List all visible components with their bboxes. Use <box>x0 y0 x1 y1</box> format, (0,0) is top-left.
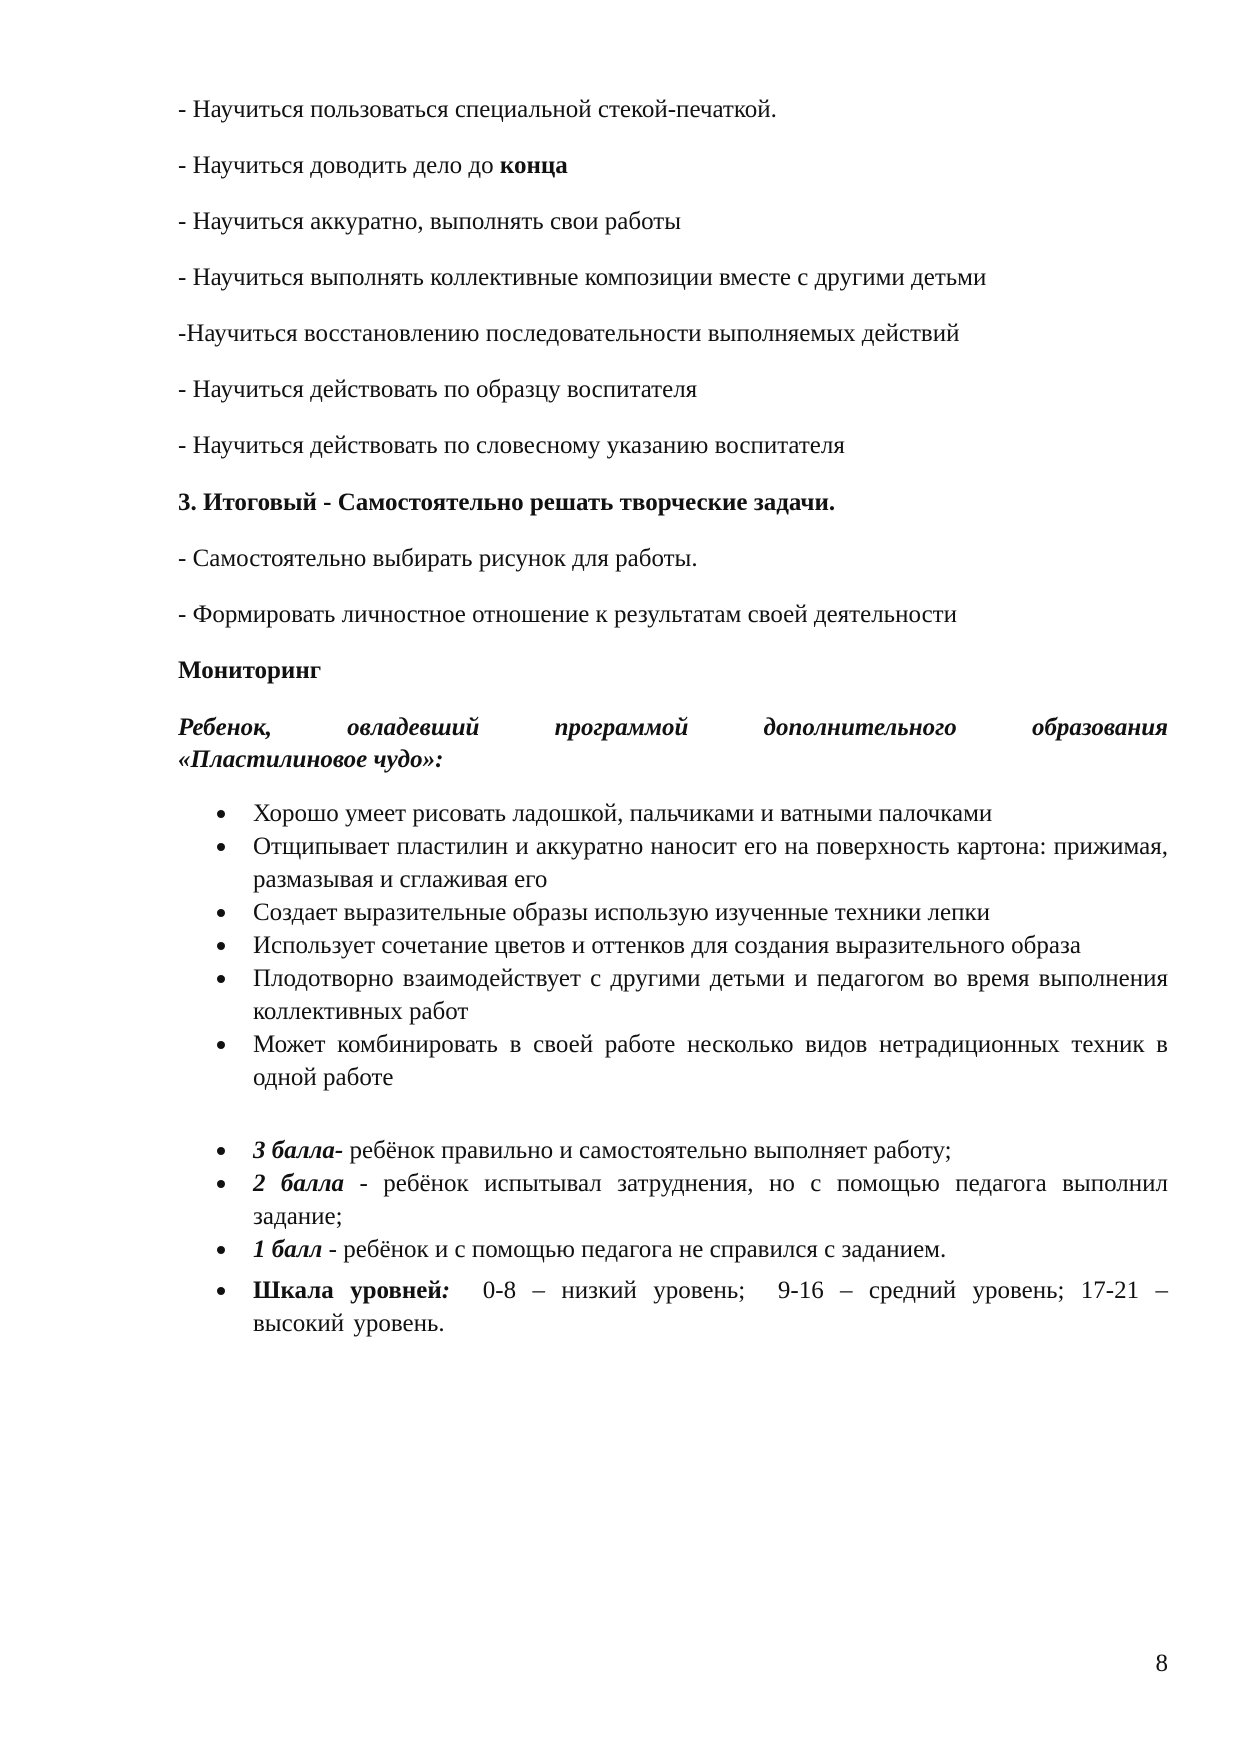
bullet-icon <box>217 942 225 950</box>
task-item: - Научиться аккуратно, выполнять свои работы <box>178 208 682 235</box>
list-item: Хорошо умеет рисовать ладошкой, пальчиками и ватными палочками <box>215 797 1168 830</box>
scores-list <box>215 1134 1168 1266</box>
list-item: 3 балла- ребёнок правильно и самостоятельно выполняет работу; <box>215 1134 1168 1167</box>
bullet-icon <box>217 909 225 917</box>
monitoring-heading: Мониторинг <box>178 657 322 684</box>
list-item: Использует сочетание цветов и оттенков для создания выразительного образа <box>215 929 1168 962</box>
task-item: - Научиться доводить дело до конца <box>178 152 568 179</box>
task-item: - Научиться выполнять коллективные композиции вместе с другими детьми <box>178 264 987 291</box>
list-item: Плодотворно взаимодействует с другими детьми и педагогом во время выполнения коллективных работ <box>215 962 1168 1028</box>
task-item: - Научиться действовать по образцу воспитателя <box>178 376 698 403</box>
intro-line: Ребенок, овладевший программой дополнительного образования <box>178 714 1168 741</box>
bullet-icon <box>217 1041 225 1049</box>
list-item: 2 балла - ребёнок испытывал затруднения, но с помощью педагога выполнил задание; <box>215 1167 1168 1233</box>
bullet-icon <box>217 810 225 818</box>
list-item: Создает выразительные образы использую изученные техники лепки <box>215 896 1168 929</box>
task-item: - Научиться действовать по словесному указанию воспитателя <box>178 432 845 459</box>
list-item: Шкала уровней: 0-8 – низкий уровень; 9-16 – средний уровень; 17-21 – высокий уровень. <box>215 1274 1168 1340</box>
bullet-icon <box>217 1147 225 1155</box>
list-item: Может комбинировать в своей работе несколько видов нетрадиционных техник в одной работе <box>215 1028 1168 1094</box>
scale-list <box>215 1274 1178 1340</box>
task-item: -Научиться восстановлению последовательности выполняемых действий <box>178 320 960 347</box>
bullet-icon <box>217 1180 225 1188</box>
section-item: - Самостоятельно выбирать рисунок для работы. <box>178 545 698 572</box>
bold-word: конца <box>499 152 568 179</box>
bullet-icon <box>217 1287 225 1295</box>
bullet-icon <box>217 843 225 851</box>
skills-list <box>215 797 1168 1094</box>
task-item: - Научиться пользоваться специальной стекой-печаткой. <box>178 96 777 123</box>
page-number: 8 <box>1155 1650 1168 1677</box>
list-item: 1 балл - ребёнок и с помощью педагога не справился с заданием. <box>215 1233 1168 1266</box>
bullet-icon <box>217 975 225 983</box>
section-heading: 3. Итоговый - Самостоятельно решать творческие задачи. <box>178 489 836 516</box>
bullet-icon <box>217 1246 225 1254</box>
list-item: Отщипывает пластилин и аккуратно наносит его на поверхность картона: прижимая, размазывая и сглаживая его <box>215 830 1168 896</box>
section-item: - Формировать личностное отношение к результатам своей деятельности <box>178 601 957 628</box>
intro-line: «Пластилиновое чудо»: <box>178 746 444 773</box>
